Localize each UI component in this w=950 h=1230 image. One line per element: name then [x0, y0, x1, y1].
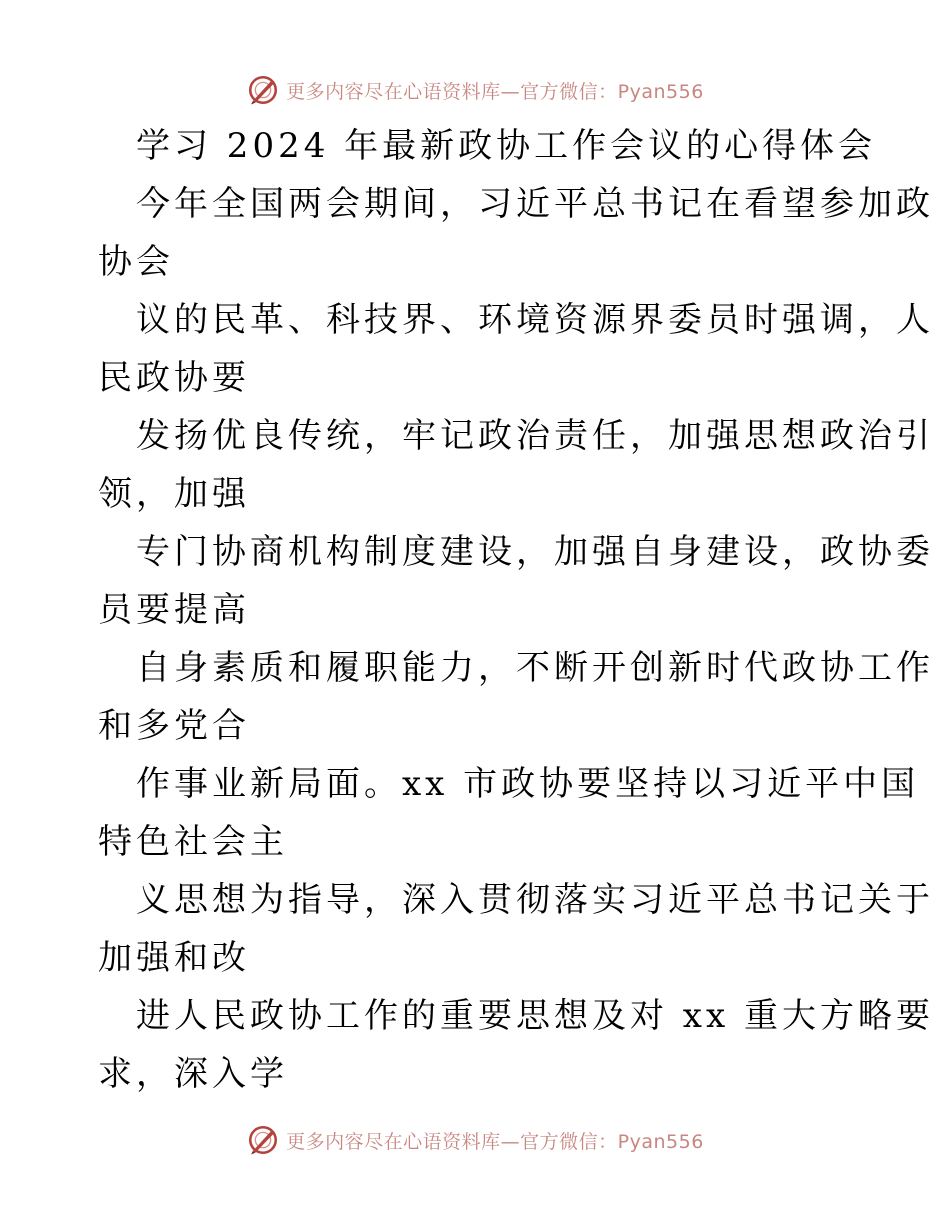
banner-text: 更多内容尽在心语资料库—官方微信：Pyan556	[286, 80, 704, 103]
text-line: 今年全国两会期间，习近平总书记在看望参加政	[136, 184, 934, 224]
text-line: 民政协要	[98, 358, 250, 398]
text-line: 专门协商机构制度建设，加强自身建设，政协委	[136, 532, 934, 572]
text-line: 领，加强	[98, 474, 250, 514]
text-line: 义思想为指导，深入贯彻落实习近平总书记关于	[136, 880, 934, 920]
pen-logo-icon	[246, 73, 280, 107]
text-line: 议的民革、科技界、环境资源界委员时强调，人	[136, 300, 934, 340]
text-line: 加强和改	[98, 938, 250, 978]
text-line: 协会	[98, 242, 174, 282]
header-banner	[0, 70, 950, 110]
text-line: 自身素质和履职能力，不断开创新时代政协工作	[136, 648, 934, 688]
banner-text: 更多内容尽在心语资料库—官方微信：Pyan556	[286, 1130, 704, 1153]
pen-logo-icon	[246, 1123, 280, 1157]
text-line: 发扬优良传统，牢记政治责任，加强思想政治引	[136, 416, 934, 456]
document-body	[98, 117, 934, 1103]
footer-banner	[0, 1120, 950, 1160]
text-line: 求，深入学	[98, 1054, 288, 1094]
text-line: 员要提高	[98, 590, 250, 630]
text-line: 作事业新局面。xx 市政协要坚持以习近平中国	[136, 764, 920, 804]
text-line: 和多党合	[98, 706, 250, 746]
text-line: 学习 2024 年最新政协工作会议的心得体会	[136, 126, 877, 166]
text-line: 特色社会主	[98, 822, 288, 862]
text-line: 进人民政协工作的重要思想及对 xx 重大方略要	[136, 996, 934, 1036]
